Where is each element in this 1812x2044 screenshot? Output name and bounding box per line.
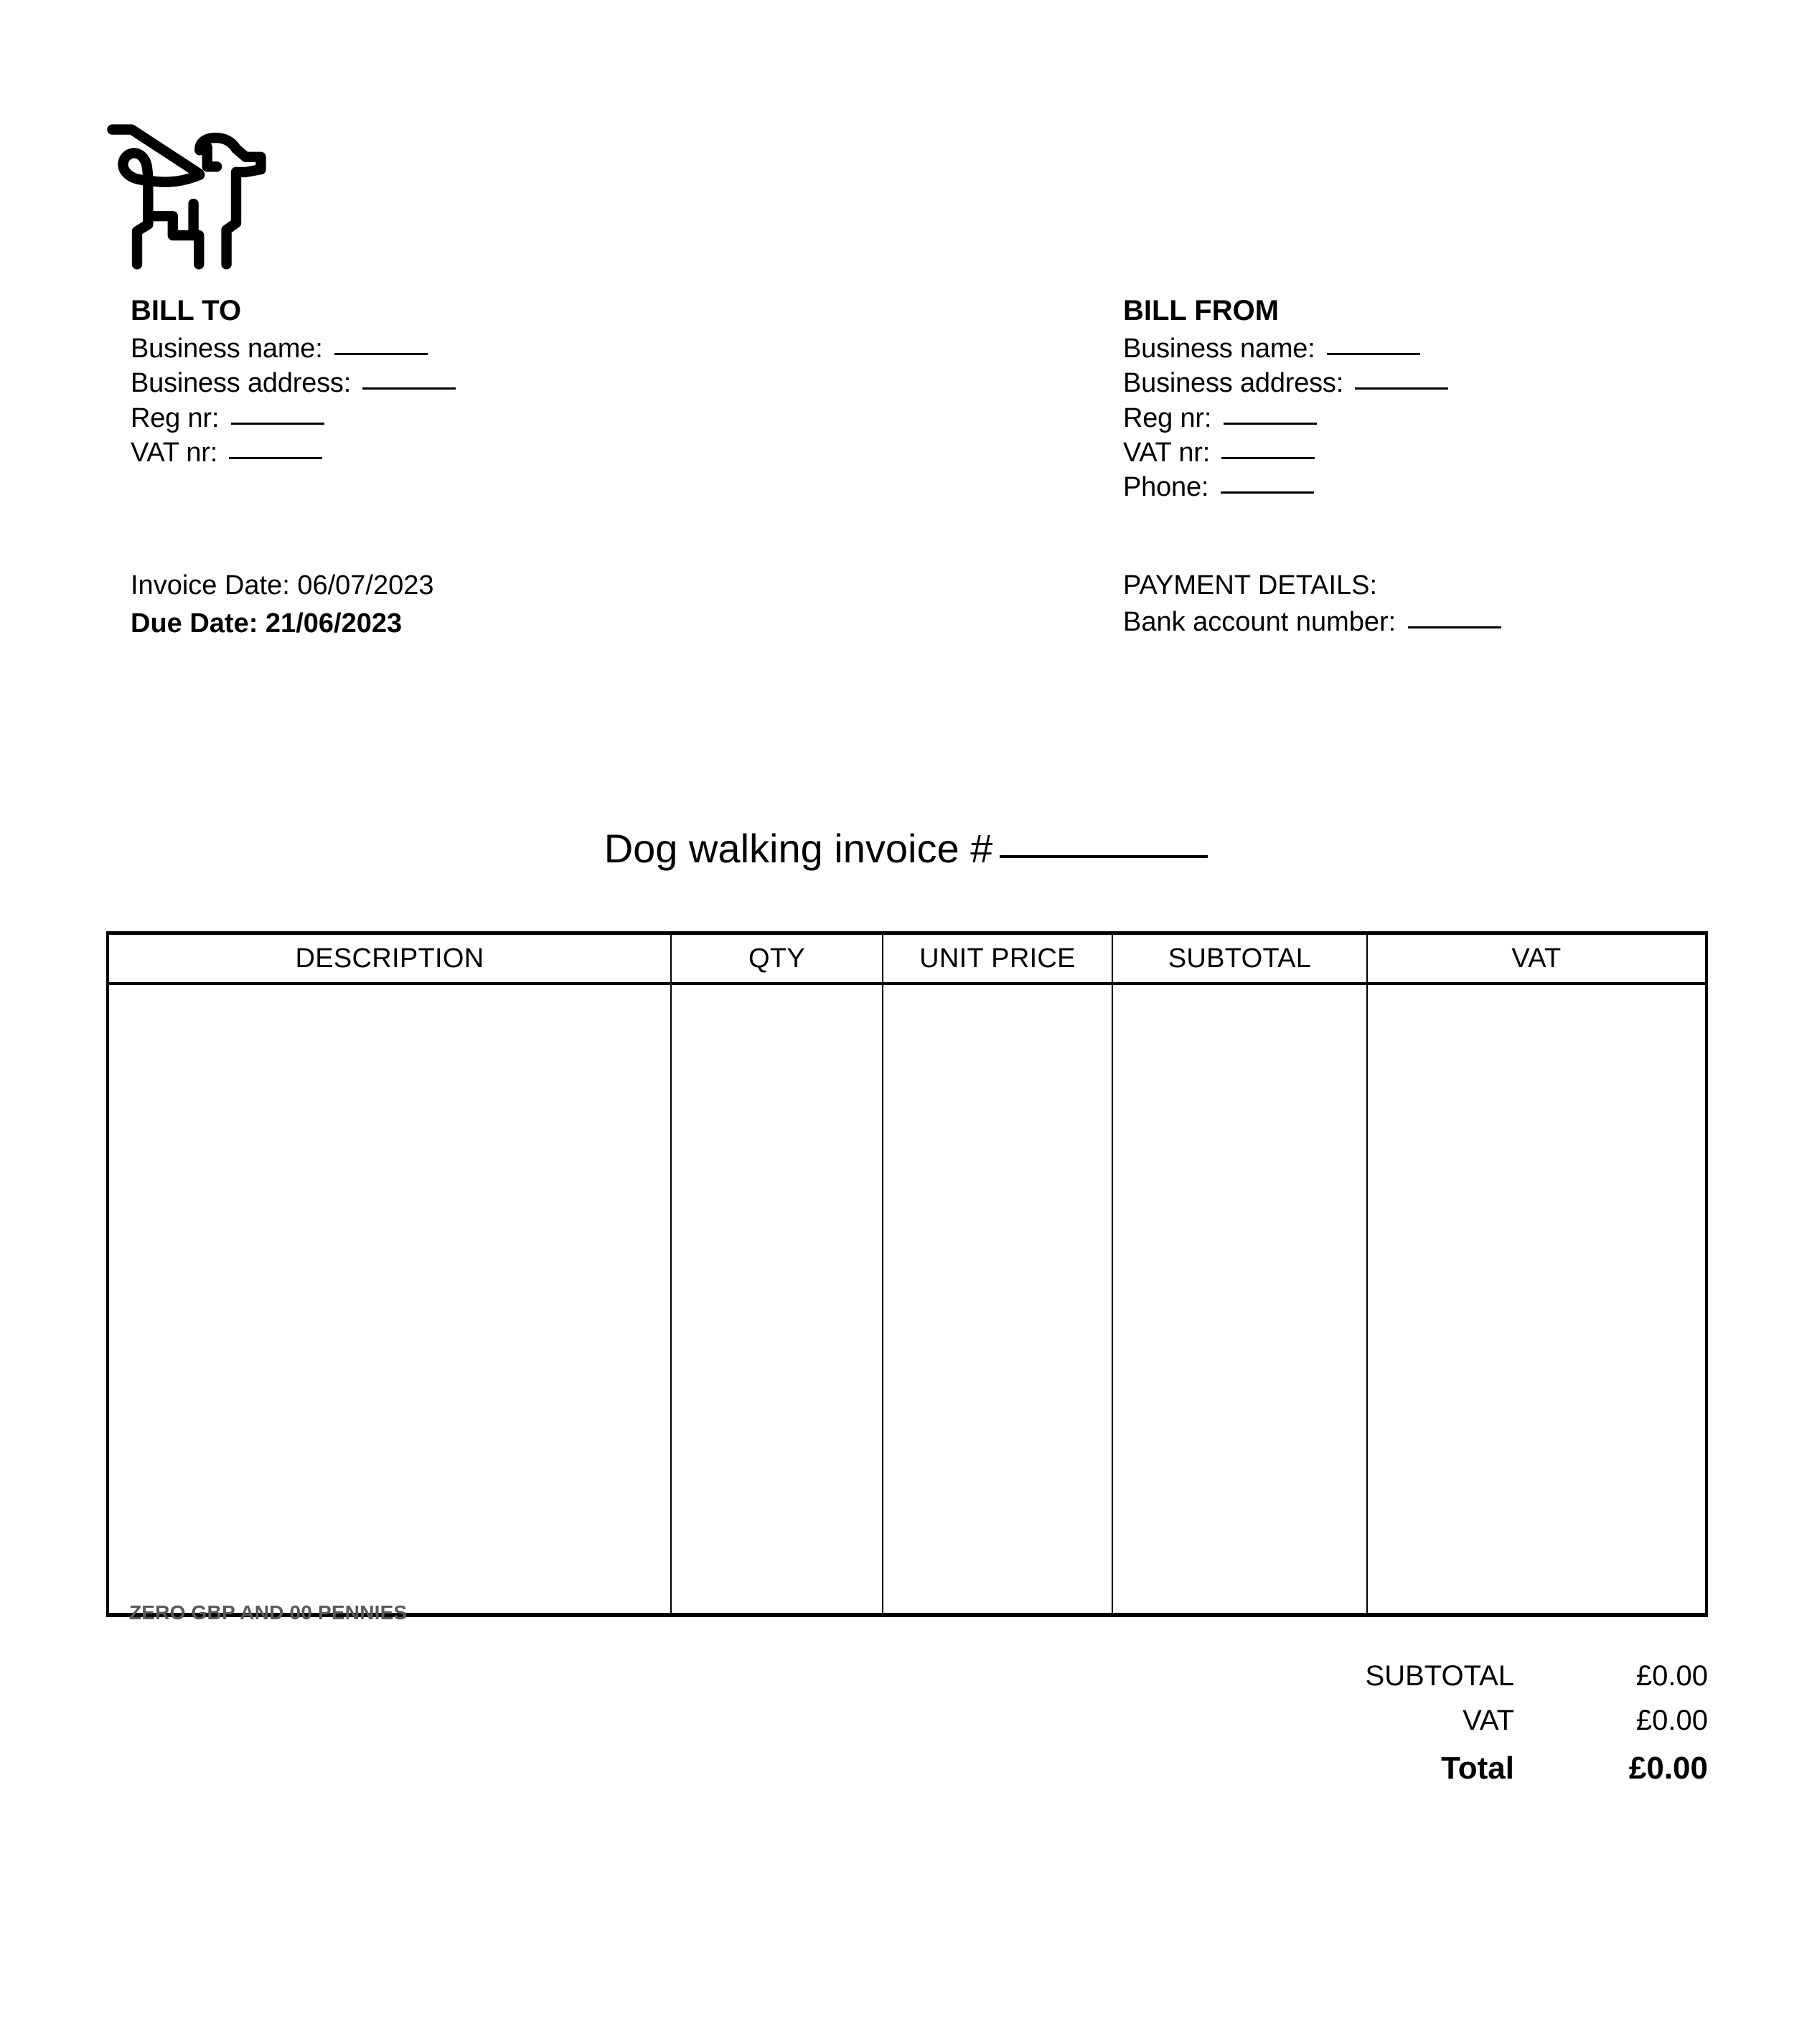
line-items-header [108,933,1707,984]
bill-from-phone-label: Phone: [1123,472,1209,502]
bill-to-title: BILL TO [131,295,242,326]
bill-from-business-address-label: Business address: [1123,368,1344,399]
page-title [0,826,1812,871]
bill-from-vat-nr-input[interactable] [1221,457,1315,459]
column-header-unit-price: UNIT PRICE [883,933,1112,984]
bill-from-phone-row [1123,470,1625,504]
bill-from-business-name-label: Business name: [1123,334,1315,364]
bill-from-reg-nr-row [1123,401,1625,435]
invoice-dates-block [131,567,434,643]
bill-to-vat-nr-row [131,435,590,470]
totals-row-subtotal [1155,1654,1708,1698]
bill-from-business-address-row [1123,366,1625,400]
bill-to-business-address-input[interactable] [362,387,456,390]
column-header-description: DESCRIPTION [108,933,671,984]
vat-value: £0.00 [1635,1705,1708,1736]
amount-in-words: ZERO GBP AND 00 PENNIES [129,1601,408,1624]
bank-account-input[interactable] [1408,626,1501,628]
bill-to-business-name-row [131,331,590,366]
table-header-row [108,933,1707,984]
invoice-number-input[interactable] [1000,855,1208,858]
column-header-vat: VAT [1367,933,1707,984]
payment-details-block [1123,567,1501,639]
bill-from-vat-nr-row [1123,435,1625,470]
cell-qty[interactable] [671,984,883,1615]
bank-account-row [1123,605,1501,639]
bill-to-block [131,294,590,470]
line-items-body [108,984,1707,1615]
bill-to-reg-nr-label: Reg nr: [131,402,220,433]
totals-block [1155,1654,1708,1792]
bill-to-vat-nr-label: VAT nr: [131,437,218,468]
total-value: £0.00 [1628,1751,1708,1786]
column-header-qty: QTY [671,933,883,984]
bill-from-block [1123,294,1625,504]
bill-from-phone-input[interactable] [1221,491,1314,494]
bill-to-business-address-row [131,366,590,400]
bill-to-reg-nr-row [131,401,590,435]
table-row [108,984,1707,1615]
bill-from-business-name-input[interactable] [1327,353,1420,355]
bill-from-reg-nr-label: Reg nr: [1123,402,1212,433]
cell-description[interactable] [108,984,671,1615]
total-label: Total [1441,1751,1514,1786]
due-date-line: Due Date: 21/06/2023 [131,608,403,639]
payment-details-title: PAYMENT DETAILS: [1123,570,1378,601]
bill-to-business-address-label: Business address: [131,368,352,399]
dog-on-leash-icon [104,118,269,273]
vat-label: VAT [1463,1705,1514,1736]
bill-from-title: BILL FROM [1123,295,1280,326]
subtotal-value: £0.00 [1635,1660,1708,1692]
cell-vat[interactable] [1367,984,1707,1615]
bill-from-business-name-row [1123,331,1625,366]
page-title-text: Dog walking invoice # [604,826,993,871]
bill-to-business-name-label: Business name: [131,334,323,364]
bill-from-business-address-input[interactable] [1355,387,1448,390]
bill-to-reg-nr-input[interactable] [231,423,324,425]
bill-from-vat-nr-label: VAT nr: [1123,437,1211,468]
line-items-table [106,931,1708,1617]
bill-to-business-name-input[interactable] [334,353,428,355]
bank-account-label: Bank account number: [1123,607,1396,638]
cell-unit-price[interactable] [883,984,1112,1615]
subtotal-label: SUBTOTAL [1365,1660,1514,1692]
totals-row-vat [1155,1698,1708,1743]
bill-from-reg-nr-input[interactable] [1224,423,1317,425]
bill-to-vat-nr-input[interactable] [229,457,322,459]
invoice-date-line: Invoice Date: 06/07/2023 [131,570,434,601]
column-header-subtotal: SUBTOTAL [1112,933,1367,984]
cell-subtotal[interactable] [1112,984,1367,1615]
totals-row-total [1155,1743,1708,1792]
